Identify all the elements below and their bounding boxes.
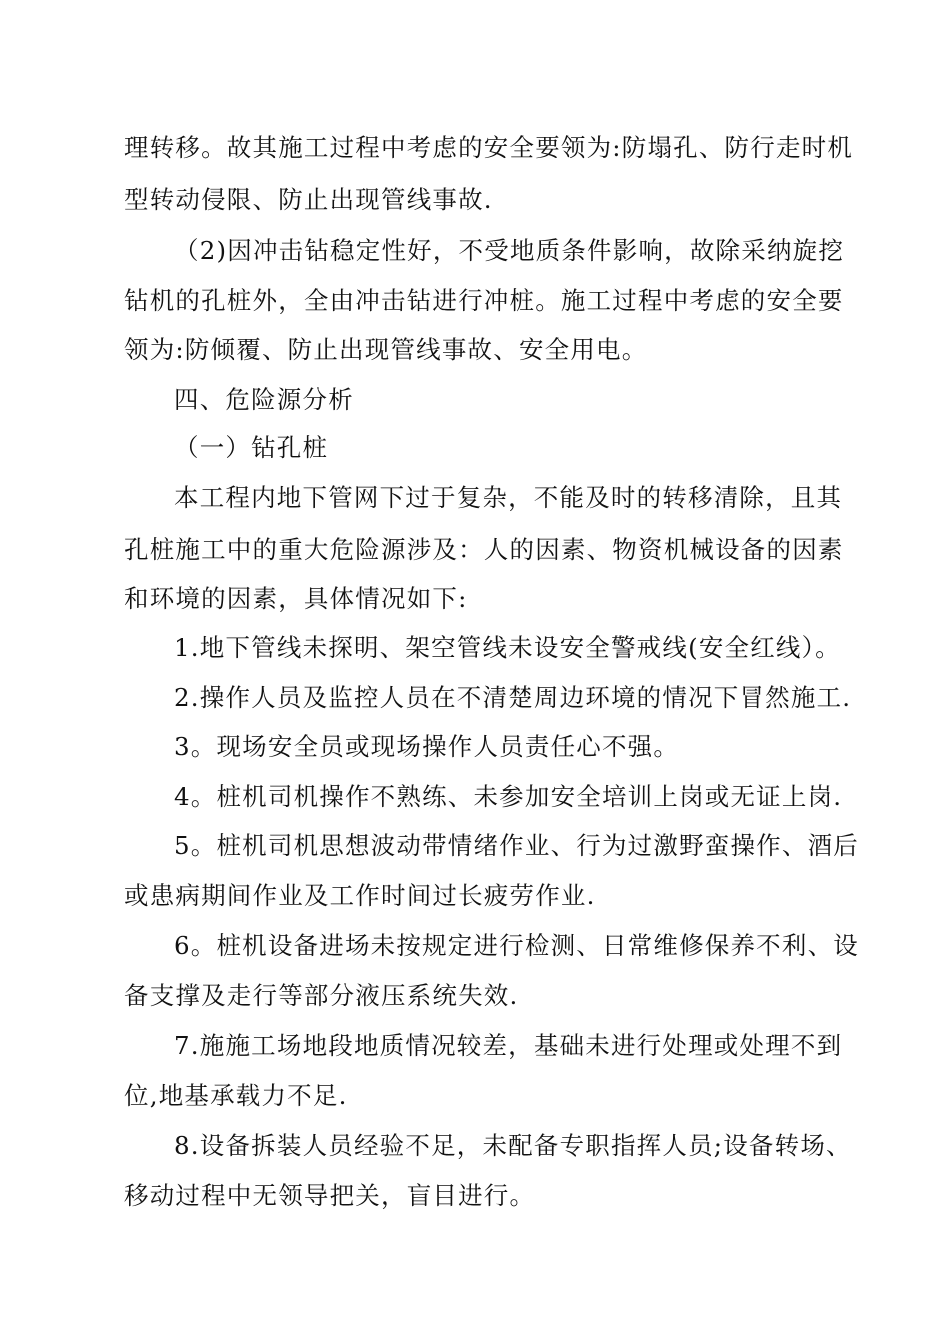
list-item: 3。现场安全员或现场操作人员责任心不强。 [174,732,680,761]
list-item: 2.操作人员及监控人员在不清楚周边环境的情况下冒然施工. [174,683,852,712]
text-line: 备支撑及走行等部分液压系统失效. [124,981,519,1010]
text-line: 型转动侵限、防止出现管线事故. [124,185,493,214]
section-heading: 四、危险源分析 [174,385,354,414]
text-line: 或患病期间作业及工作时间过长疲劳作业. [124,881,596,910]
text-line: 领为:防倾覆、防止出现管线事故、安全用电。 [124,335,648,364]
text-line: 孔桩施工中的重大危险源涉及：人的因素、物资机械设备的因素 [124,535,844,564]
list-item: 7.施施工场地段地质情况较差，基础未进行处理或处理不到 [174,1031,843,1060]
text-line: （2)因冲击钻稳定性好，不受地质条件影响，故除采纳旋挖 [174,236,845,265]
list-item: 6。桩机设备进场未按规定进行检测、日常维修保养不利、设 [174,931,859,960]
subsection-heading: （一）钻孔桩 [174,433,329,462]
text-line: 本工程内地下管网下过于复杂，不能及时的转移清除，且其 [174,483,843,512]
text-line: 移动过程中无领导把关，盲目进行。 [124,1181,536,1210]
list-item: 8.设备拆装人员经验不足，未配备专职指挥人员;设备转场、 [174,1131,852,1160]
list-item: 5。桩机司机思想波动带情绪作业、行为过激野蛮操作、酒后 [174,831,859,860]
text-line: 位,地基承载力不足. [124,1081,348,1110]
text-line: 和环境的因素，具体情况如下: [124,584,468,613]
list-item: 1.地下管线未探明、架空管线未设安全警戒线(安全红线）。 [174,633,841,662]
list-item: 4。桩机司机操作不熟练、未参加安全培训上岗或无证上岗. [174,782,843,811]
text-line: 理转移。故其施工过程中考虑的安全要领为:防塌孔、防行走时机 [124,133,854,162]
text-line: 钻机的孔桩外，全由冲击钻进行冲桩。施工过程中考虑的安全要 [124,286,844,315]
